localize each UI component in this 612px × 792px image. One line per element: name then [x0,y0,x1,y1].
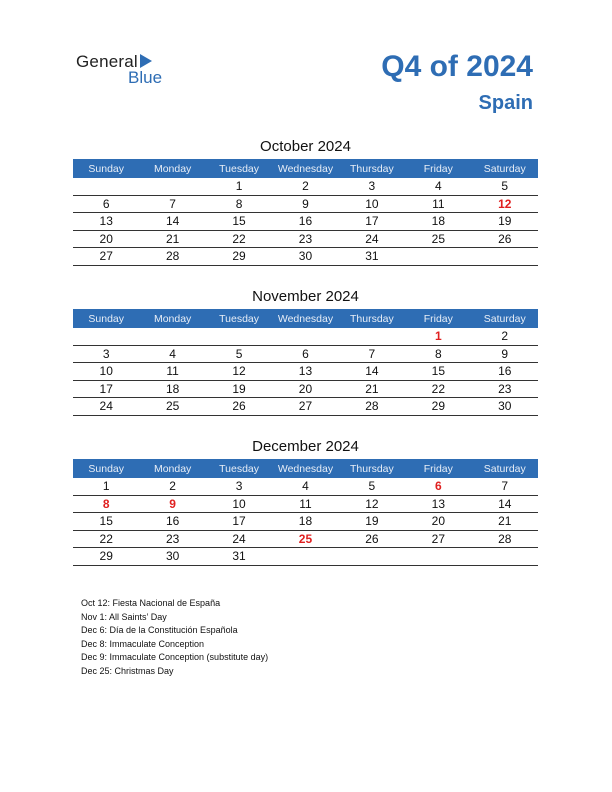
week-row [73,530,538,548]
day-cell: 2 [272,178,338,195]
day-cell: 11 [139,363,205,381]
holiday-note: Dec 9: Immaculate Conception (substitute day) [81,652,269,663]
day-cell: 14 [139,213,205,231]
holiday-note: Dec 6: Día de la Constitución Española [81,625,238,636]
day-cell: 21 [139,230,205,248]
day-cell: 6 [405,478,471,495]
month-calendar [73,437,538,566]
day-cell: 5 [472,178,538,195]
day-cell: 26 [206,398,272,416]
day-cell: 18 [405,213,471,231]
day-cell: 17 [73,380,139,398]
weekday-header: Wednesday [272,309,338,328]
day-cell: 22 [405,380,471,398]
day-cell [272,328,338,345]
weekday-header: Friday [405,309,471,328]
day-cell: 23 [472,380,538,398]
logo-flag-icon [140,54,152,68]
weekday-header: Tuesday [206,309,272,328]
day-cell: 30 [139,548,205,566]
day-cell: 11 [405,195,471,213]
week-row [73,213,538,231]
day-cell: 15 [73,513,139,531]
day-cell: 13 [272,363,338,381]
day-cell: 8 [73,495,139,513]
week-row [73,478,538,495]
day-cell: 25 [405,230,471,248]
weekday-header: Thursday [339,309,405,328]
day-cell: 30 [272,248,338,266]
day-cell: 16 [472,363,538,381]
day-cell: 9 [272,195,338,213]
day-cell [339,548,405,566]
page-title: Q4 of 2024 [381,50,533,83]
day-cell: 20 [73,230,139,248]
day-cell: 28 [139,248,205,266]
weekday-header: Wednesday [272,459,338,478]
day-cell [206,328,272,345]
day-cell: 1 [206,178,272,195]
week-row [73,195,538,213]
logo-text-blue: Blue [128,68,163,87]
day-cell: 18 [139,380,205,398]
day-cell: 8 [405,345,471,363]
day-cell: 2 [139,478,205,495]
weekday-header: Wednesday [272,159,338,178]
day-cell: 25 [139,398,205,416]
day-cell: 6 [272,345,338,363]
day-cell [73,178,139,195]
month-table [73,159,538,266]
weekday-header: Sunday [73,459,139,478]
day-cell: 4 [272,478,338,495]
weekday-header: Sunday [73,309,139,328]
holiday-note: Dec 25: Christmas Day [81,665,174,676]
day-cell: 9 [139,495,205,513]
day-cell: 23 [139,530,205,548]
day-cell: 27 [73,248,139,266]
day-cell [73,328,139,345]
day-cell [139,178,205,195]
day-cell: 3 [206,478,272,495]
day-cell: 18 [272,513,338,531]
weekday-header: Thursday [339,159,405,178]
day-cell: 5 [339,478,405,495]
weekday-header: Monday [139,459,205,478]
day-cell [405,548,471,566]
day-cell [272,548,338,566]
day-cell: 28 [339,398,405,416]
day-cell: 13 [405,495,471,513]
day-cell: 24 [339,230,405,248]
week-row [73,230,538,248]
month-calendar [73,137,538,266]
day-cell: 1 [405,328,471,345]
day-cell: 21 [339,380,405,398]
day-cell: 15 [405,363,471,381]
day-cell: 1 [73,478,139,495]
day-cell [139,328,205,345]
weekday-header: Sunday [73,159,139,178]
day-cell: 29 [73,548,139,566]
day-cell: 20 [405,513,471,531]
logo-text-general: General [76,52,138,71]
week-row [73,178,538,195]
week-row [73,363,538,381]
holiday-notes [81,597,268,679]
day-cell: 24 [206,530,272,548]
day-cell: 30 [472,398,538,416]
day-cell: 6 [73,195,139,213]
weekday-header: Tuesday [206,159,272,178]
day-cell: 2 [472,328,538,345]
day-cell: 10 [73,363,139,381]
day-cell: 26 [472,230,538,248]
day-cell: 13 [73,213,139,231]
week-row [73,495,538,513]
day-cell: 12 [206,363,272,381]
day-cell: 20 [272,380,338,398]
day-cell: 22 [206,230,272,248]
day-cell: 12 [472,195,538,213]
day-cell: 19 [339,513,405,531]
weekday-header: Monday [139,159,205,178]
day-cell: 8 [206,195,272,213]
day-cell [339,328,405,345]
week-row [73,548,538,566]
week-row [73,248,538,266]
day-cell: 27 [272,398,338,416]
month-table [73,309,538,416]
weekday-header: Saturday [472,309,538,328]
day-cell: 4 [405,178,471,195]
day-cell: 16 [272,213,338,231]
day-cell: 21 [472,513,538,531]
day-cell: 4 [139,345,205,363]
day-cell: 9 [472,345,538,363]
day-cell [472,548,538,566]
day-cell: 16 [139,513,205,531]
holiday-note: Oct 12: Fiesta Nacional de España [81,598,221,608]
weekday-header: Thursday [339,459,405,478]
day-cell: 29 [206,248,272,266]
day-cell: 14 [339,363,405,381]
day-cell: 19 [206,380,272,398]
week-row [73,398,538,416]
day-cell: 7 [139,195,205,213]
day-cell: 10 [206,495,272,513]
day-cell: 15 [206,213,272,231]
month-title: November 2024 [252,288,359,305]
day-cell: 19 [472,213,538,231]
day-cell: 3 [73,345,139,363]
day-cell: 17 [339,213,405,231]
day-cell: 11 [272,495,338,513]
day-cell: 31 [339,248,405,266]
country-name: Spain [478,92,533,114]
weekday-header: Saturday [472,459,538,478]
day-cell: 26 [339,530,405,548]
month-title: December 2024 [252,438,359,455]
holiday-note: Dec 8: Immaculate Conception [81,638,205,649]
week-row [73,345,538,363]
logo [76,52,176,92]
week-row [73,513,538,531]
weekday-header: Friday [405,459,471,478]
day-cell: 27 [405,530,471,548]
week-row [73,380,538,398]
weekday-header: Monday [139,309,205,328]
day-cell: 5 [206,345,272,363]
day-cell: 3 [339,178,405,195]
day-cell: 28 [472,530,538,548]
day-cell: 12 [339,495,405,513]
weekday-header: Tuesday [206,459,272,478]
day-cell: 22 [73,530,139,548]
day-cell: 29 [405,398,471,416]
day-cell: 23 [272,230,338,248]
day-cell: 25 [272,530,338,548]
month-calendar [73,287,538,416]
day-cell: 24 [73,398,139,416]
weekday-header: Friday [405,159,471,178]
month-title: October 2024 [260,138,351,155]
day-cell: 7 [472,478,538,495]
day-cell: 10 [339,195,405,213]
day-cell: 17 [206,513,272,531]
day-cell [405,248,471,266]
month-table [73,459,538,566]
weekday-header: Saturday [472,159,538,178]
week-row [73,328,538,345]
day-cell: 7 [339,345,405,363]
day-cell [472,248,538,266]
day-cell: 14 [472,495,538,513]
holiday-note: Nov 1: All Saints’ Day [81,611,167,622]
day-cell: 31 [206,548,272,566]
